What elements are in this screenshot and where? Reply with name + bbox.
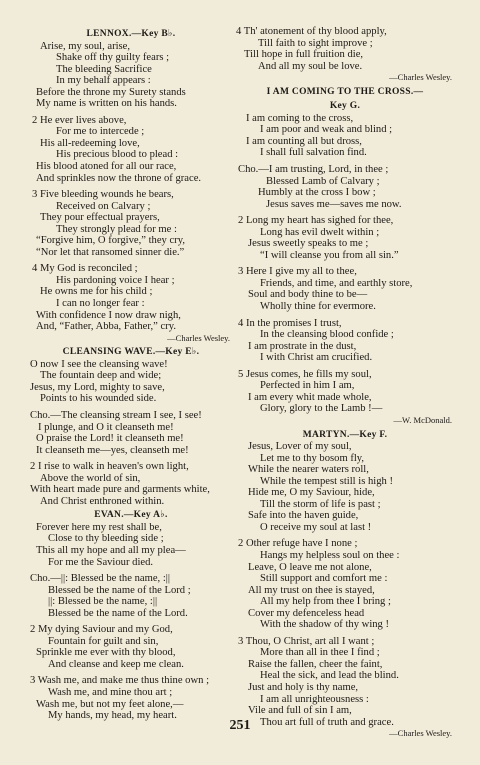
verse-line: Blessed be the name of the Lord. — [48, 607, 188, 619]
hymn-attribution: —Charles Wesley. — [389, 728, 452, 739]
hymn-title: LENNOX.—Key B♭. — [86, 29, 176, 39]
verse-line: 3 Wash me, and make me thus thine own ; — [30, 675, 210, 687]
verse-line: I can no longer fear : — [56, 298, 145, 310]
verse-line: Safe into the haven guide, — [248, 510, 359, 522]
verse-line: Arise, my soul, arise, — [40, 40, 131, 52]
hymn-title: CLEANSING WAVE.—Key E♭. — [62, 347, 200, 358]
left-column — [30, 26, 232, 722]
verse-line: Before the throne my Surety stands — [36, 86, 186, 98]
verse-line: Cho.—The cleansing stream I see, I see! — [30, 409, 202, 421]
verse-line: Points to his wounded side. — [40, 393, 157, 405]
verse-line: Till hope in full fruition die, — [244, 49, 364, 61]
page-number: 251 — [229, 718, 251, 733]
verse-line: I am counting all but dross, — [246, 135, 362, 147]
verse-line: Soul and body thine to be— — [248, 289, 368, 301]
verse-line: The fountain deep and wide; — [40, 370, 162, 382]
verse-line: I am poor and weak and blind ; — [260, 124, 393, 136]
verse-line: Humbly at the cross I bow ; — [258, 187, 376, 199]
verse-line: Till faith to sight improve ; — [258, 37, 373, 49]
verse-line: Just and holy is thy name, — [248, 681, 359, 693]
verse-line: Till the storm of life is past ; — [260, 498, 381, 510]
verse-line: 3 Here I give my all to thee, — [238, 266, 357, 278]
verse-line: 4 Th' atonement of thy blood apply, — [236, 26, 387, 37]
right-column — [236, 26, 454, 740]
verse-line: With the shadow of thy wing ! — [260, 619, 390, 631]
verse-line: I am all unrighteousness : — [260, 693, 369, 705]
verse-line: Vile and full of sin I am, — [248, 705, 352, 717]
verse-line: Jesus saves me—saves me now. — [266, 198, 402, 210]
verse-line: Jesus sweetly speaks to me ; — [248, 238, 369, 250]
verse-line: O now I see the cleansing wave! — [30, 358, 168, 370]
hymn-title: EVAN.—Key A♭. — [94, 510, 168, 521]
verse-line: I shall full salvation find. — [260, 147, 367, 159]
verse-line: His blood atoned for all our race, — [36, 161, 177, 173]
verse-line: His all-redeeming love, — [40, 137, 140, 149]
verse-line: Jesus, my Lord, mighty to save, — [30, 381, 165, 393]
verse-line: And, “Father, Abba, Father,” cry. — [36, 321, 176, 333]
verse-line: Thou art full of truth and grace. — [260, 716, 394, 728]
hymn-attribution: —W. McDonald. — [393, 414, 452, 425]
verse-line: It cleanseth me—yes, cleanseth me! — [36, 444, 189, 456]
verse-line: His pardoning voice I hear ; — [56, 274, 175, 286]
verse-line: O praise the Lord! it cleanseth me! — [36, 433, 184, 445]
verse-line: Raise the fallen, cheer the faint, — [248, 658, 383, 670]
verse-line: And sprinkles now the throne of grace. — [36, 172, 202, 184]
verse-line: I plunge, and O it cleanseth me! — [38, 421, 174, 433]
verse-line: My name is written on his hands. — [36, 98, 177, 110]
verse-line: “Nor let that ransomed sinner die.” — [36, 246, 185, 258]
verse-line: And Christ enthroned within. — [40, 495, 165, 507]
verse-line: Close to thy bleeding side ; — [48, 533, 164, 545]
verse-line: Cho.—I am trusting, Lord, in thee ; — [238, 164, 389, 176]
verse-line: Hide me, O my Saviour, hide, — [248, 487, 375, 499]
verse-line: He owns me for his child ; — [40, 286, 153, 298]
verse-line: 2 I rise to walk in heaven's own light, — [30, 461, 189, 473]
verse-line: While the tempest still is high ! — [260, 475, 393, 487]
verse-line: With heart made pure and garments white, — [30, 484, 210, 496]
verse-line: With confidence I now draw nigh, — [36, 309, 181, 321]
verse-line: 4 In the promises I trust, — [238, 317, 342, 329]
verse-line: Perfected in him I am, — [260, 380, 355, 392]
verse-line: More than all in thee I find ; — [260, 647, 380, 659]
verse-line: 2 Other refuge have I none ; — [238, 538, 358, 550]
verse-line: ||: Blessed be the name, :|| — [48, 596, 158, 608]
verse-line: 5 Jesus comes, he fills my soul, — [238, 368, 372, 380]
verse-line: 3 Five bleeding wounds he bears, — [32, 189, 174, 201]
verse-line: They strongly plead for me : — [56, 223, 177, 235]
verse-line: 4 My God is reconciled ; — [32, 263, 138, 275]
verse-line: In the cleansing blood confide ; — [260, 329, 394, 341]
verse-line: I am every whit made whole, — [248, 391, 372, 403]
verse-line: And all my soul be love. — [258, 60, 363, 72]
verse-line: Jesus, Lover of my soul, — [248, 441, 352, 453]
verse-line: I am coming to the cross, — [246, 112, 354, 124]
verse-line: Forever here my rest shall be, — [36, 521, 162, 533]
verse-line: I am prostrate in the dust, — [248, 340, 357, 352]
verse-line: Sprinkle me ever with thy blood, — [36, 647, 176, 659]
hymn-title: Key G. — [329, 101, 361, 112]
verse-line: This all my hope and all my plea— — [36, 544, 186, 556]
verse-line: For me to intercede ; — [56, 126, 145, 138]
verse-line: Let me to thy bosom fly, — [260, 452, 365, 464]
verse-line: 2 Long my heart has sighed for thee, — [238, 215, 394, 227]
verse-line: “I will cleanse you from all sin.” — [260, 249, 399, 261]
hymn-attribution: —Charles Wesley. — [167, 332, 230, 343]
verse-line: Cho.—||: Blessed be the name, :|| — [30, 573, 170, 585]
verse-line: O receive my soul at last ! — [260, 521, 372, 533]
verse-line: Blessed be the name of the Lord ; — [48, 584, 191, 596]
verse-line: Wash me, but not my feet alone,— — [36, 698, 184, 710]
verse-line: Hangs my helpless soul on thee : — [260, 549, 400, 561]
hymn-attribution: —Charles Wesley. — [389, 72, 452, 83]
verse-line: They pour effectual prayers, — [40, 212, 160, 224]
verse-line: 2 My dying Saviour and my God, — [30, 624, 173, 636]
verse-line: Blessed Lamb of Calvary ; — [266, 175, 380, 187]
verse-line: 3 Thou, O Christ, art all I want ; — [238, 635, 375, 647]
verse-line: Heal the sick, and lead the blind. — [260, 670, 399, 682]
verse-line: My hands, my head, my heart. — [48, 710, 177, 722]
verse-line: Shake off thy guilty fears ; — [56, 52, 170, 64]
verse-line: Fountain for guilt and sin, — [48, 635, 159, 647]
verse-line: “Forgive him, O forgive,” they cry, — [36, 235, 185, 247]
verse-line: 2 He ever lives above, — [32, 114, 127, 126]
verse-line: In my behalf appears : — [56, 75, 151, 87]
verse-line: All my trust on thee is stayed, — [248, 584, 375, 596]
verse-line: Long has evil dwelt within ; — [260, 226, 380, 238]
verse-line: Received on Calvary ; — [56, 200, 151, 212]
verse-line: Friends, and time, and earthly store, — [260, 277, 413, 289]
verse-line: Leave, O leave me not alone, — [248, 561, 372, 573]
hymn-title: MARTYN.—Key F. — [302, 429, 388, 440]
verse-line: While the nearer waters roll, — [248, 464, 369, 476]
verse-line: And cleanse and keep me clean. — [48, 658, 184, 670]
verse-line: Cover my defenceless head — [248, 607, 365, 619]
verse-line: His precious blood to plead : — [56, 149, 179, 161]
verse-line: Still support and comfort me : — [260, 573, 388, 585]
verse-line: Glory, glory to the Lamb !— — [260, 403, 383, 415]
verse-line: Wholly thine for evermore. — [260, 301, 376, 313]
verse-line: Above the world of sin, — [40, 472, 141, 484]
verse-line: Wash me, and mine thou art ; — [48, 686, 173, 698]
verse-line: The bleeding Sacrifice — [56, 63, 152, 75]
verse-line: For me the Saviour died. — [48, 556, 154, 568]
verse-line: All my help from thee I bring ; — [260, 596, 391, 608]
hymn-title: I AM COMING TO THE CROSS.— — [266, 86, 424, 97]
verse-line: I with Christ am crucified. — [260, 352, 373, 364]
